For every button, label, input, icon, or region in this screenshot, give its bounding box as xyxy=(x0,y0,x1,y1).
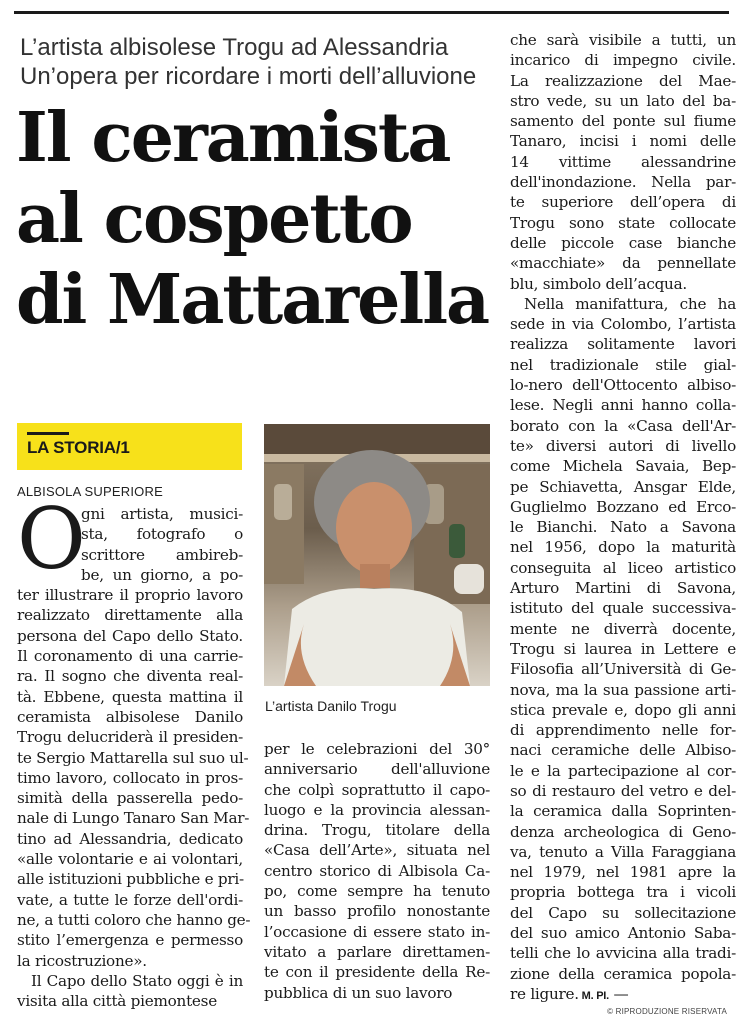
text-line: anniversario dell'alluvione xyxy=(264,760,490,779)
signature-dash: — xyxy=(608,984,629,1003)
text-line: Il Capo dello Stato oggi è in xyxy=(31,971,243,990)
text-line: vitato a parlare direttamen- xyxy=(264,942,490,961)
text-line: va, tenuto a Villa Faraggiana xyxy=(510,842,736,861)
text-line: samento del ponte sul fiume xyxy=(510,112,736,131)
drop-cap: O xyxy=(17,490,86,588)
text-line: «alle volontarie e ai volontari, xyxy=(17,850,243,869)
text-line: sta, fotografo o xyxy=(81,525,243,544)
text-line: realizza solitamente lavori xyxy=(510,335,736,354)
text-line: luogo e la provincia alessan- xyxy=(264,800,490,819)
text-line: ra. Il sogno che diventa real- xyxy=(17,667,243,686)
text-line: so di restauro del vetro e del- xyxy=(510,781,736,800)
text-line: te» diversi autori di livello xyxy=(510,436,736,455)
text-line: gni artista, musici- xyxy=(81,505,243,523)
text-line: Nella manifattura, che ha xyxy=(524,294,736,313)
text-line: «Casa dell’Arte», situata nel xyxy=(264,841,490,860)
text-line: Trogu sono state collocate xyxy=(510,213,736,232)
body-column-3 xyxy=(510,30,736,1004)
text-line: telli che lo avvicina alla tradi- xyxy=(510,944,736,963)
text-line: di apprendimento nelle for- xyxy=(510,721,736,740)
text-line: lese. Negli anni hanno colla- xyxy=(510,396,736,415)
text-line: le e la partecipazione al cor- xyxy=(510,761,736,780)
text-line: «macchiate» da pennellate xyxy=(510,254,736,273)
text-line: del Capo su sollecitazione xyxy=(510,903,736,922)
author-signature: M. PI. xyxy=(578,989,609,1002)
text-line: lo-nero dell'Ottocento albiso- xyxy=(510,376,736,395)
text-line: centro storico di Albisola Ca- xyxy=(264,861,490,880)
text-line: nova, ma la sua passione arti- xyxy=(510,680,736,699)
text-line: conseguita al liceo artistico xyxy=(510,558,736,577)
text-line: te Sergio Mattarella sul suo ul- xyxy=(17,748,249,767)
text-line: realizzato direttamente alla xyxy=(17,606,243,625)
text-line: 14 vittime alessandrine xyxy=(510,152,736,171)
text-line: Trogu si laurea in Lettere e xyxy=(510,639,736,658)
text-line: istituto del quale successiva- xyxy=(510,599,736,618)
text-line: denza archeologica di Geno- xyxy=(510,822,736,841)
kicker-line-1: L’artista albisolese Trogu ad Alessandria xyxy=(20,34,449,61)
text-line: ceramista albisolese Danilo xyxy=(17,707,243,726)
text-line: nel 1956, dopo la maturità xyxy=(510,538,736,557)
text-line: stro vede, su un lato del ba- xyxy=(510,91,736,110)
text-line: le Bianchi. Nato a Savona xyxy=(510,518,736,537)
text-line: Arturo Martini di Savona, xyxy=(510,579,736,598)
text-line: del suo amico Antonio Saba- xyxy=(510,924,736,943)
kicker-line-2: Un’opera per ricordare i morti dell’alluvione xyxy=(20,63,477,90)
text-line: che colpì soprattutto il capo- xyxy=(264,780,490,799)
text-line: Filosofia all’Università di Ge- xyxy=(510,660,736,679)
text-line: tà. Ebbene, questa mattina il xyxy=(17,687,243,706)
top-rule xyxy=(14,11,729,14)
text-line: Tanaro, incisi i nomi delle xyxy=(510,132,736,151)
text-line: drina. Trogu, titolare della xyxy=(264,821,490,840)
photo-caption: L’artista Danilo Trogu xyxy=(265,698,397,714)
text-line: tino ad Alessandria, dedicato xyxy=(17,829,243,848)
text-line: La realizzazione del Mae- xyxy=(510,71,736,90)
text-line: mente ne diverrà docente, xyxy=(510,619,736,638)
text-line: timo lavoro, collocato in pros- xyxy=(17,768,243,787)
text-line: vate, a tutte le forze dell'ordi- xyxy=(17,890,243,909)
body-column-2 xyxy=(264,739,490,1003)
photo-danilo-trogu xyxy=(264,424,490,686)
portrait-illustration xyxy=(264,424,490,686)
text-line: nale di Lungo Tanaro San Mar- xyxy=(17,809,250,828)
text-line: nel tradizionale stile gial- xyxy=(510,355,736,374)
text-line: Trogu delucriderà il presiden- xyxy=(17,728,243,747)
text-line: dell'inondazione. Nella par- xyxy=(510,173,736,192)
text-line: pe Schiavetta, Ansgar Elde, xyxy=(510,477,736,496)
text-line: Il coronamento di una carrie- xyxy=(17,647,243,666)
headline-line-1: Il ceramista xyxy=(16,98,450,178)
text-line: la ricostruzione». xyxy=(17,951,147,970)
text-line: per le celebrazioni del 30° xyxy=(264,740,490,758)
text-line: simità della passerella pedo- xyxy=(17,789,243,808)
section-tag xyxy=(17,423,242,470)
text-line: po, come sempre ha tenuto xyxy=(264,882,490,901)
text-line: ter illustrare il proprio lavoro xyxy=(17,586,243,605)
text-line: blu, simbolo dell’acqua. xyxy=(510,274,687,293)
text-line: te superiore dell’opera di xyxy=(510,193,736,212)
body-column-1 xyxy=(17,504,251,1011)
headline xyxy=(16,98,496,341)
copyright-notice: © RIPRODUZIONE RISERVATA xyxy=(607,1007,727,1016)
text-line: propria bottega tra i vicoli xyxy=(510,883,736,902)
text-line: visita alla città piemontese xyxy=(17,992,217,1011)
section-tag-label: LA STORIA/1 xyxy=(27,438,130,457)
text-line: nel 1979, nel 1981 apre la xyxy=(510,863,736,882)
text-line: alle istituzioni pubbliche e pri- xyxy=(17,870,244,889)
text-line: pubblica di un suo lavoro xyxy=(264,983,453,1002)
text-line: che sarà visibile a tutti, un xyxy=(510,31,736,49)
text-line: re ligure. M. PI. — xyxy=(510,984,629,1003)
text-line: delle piccole case bianche xyxy=(510,233,736,252)
text-line: Guglielmo Bozzano ed Erco- xyxy=(510,497,736,516)
text-line: persona del Capo dello Stato. xyxy=(17,626,243,645)
text-line: ne, a tutti coloro che hanno ge- xyxy=(17,910,251,929)
text-line: un basso profilo nonostante xyxy=(264,902,490,921)
text-line: naci ceramiche delle Albiso- xyxy=(510,741,736,760)
text-line: te con il presidente della Re- xyxy=(264,963,490,982)
text-line: stito l’emergenza e permesso xyxy=(17,931,243,950)
section-tag-bar xyxy=(27,432,69,435)
dateline: ALBISOLA SUPERIORE xyxy=(17,484,163,499)
text-line: stica prevale e, dopo gli anni xyxy=(510,700,736,719)
text-line: scrittore ambireb- xyxy=(81,545,243,564)
text-line: sede in via Colombo, l’artista xyxy=(510,315,736,334)
text-line: come Michela Savaia, Bep- xyxy=(510,457,736,476)
text-line: borato con la «Casa dell'Ar- xyxy=(510,416,736,435)
text-line: incarico di impegno civile. xyxy=(510,51,736,70)
text-line: l’occasione di essere stato in- xyxy=(264,922,490,941)
text-line: la ceramica dalla Soprinten- xyxy=(510,802,736,821)
text-line: zione della ceramica popola- xyxy=(510,964,736,983)
text-line: be, un giorno, a po- xyxy=(81,565,243,584)
headline-line-3: di Mattarella xyxy=(16,260,489,340)
headline-line-2: al cospetto xyxy=(16,179,412,259)
